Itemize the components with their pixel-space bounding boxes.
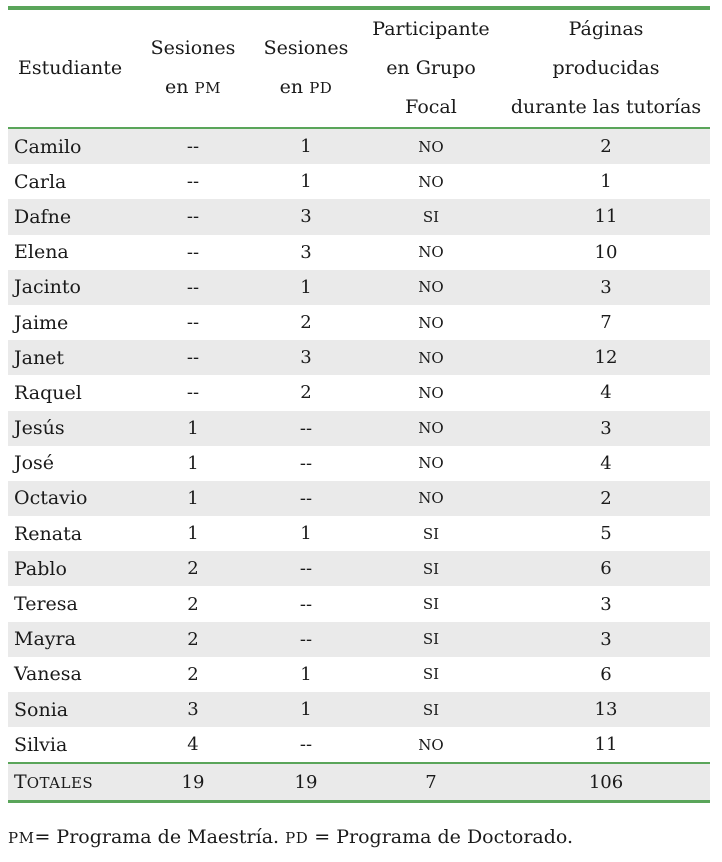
cell-sessions-pm: 3 bbox=[134, 692, 252, 727]
cell-sessions-pd: 1 bbox=[252, 129, 360, 164]
footnote-pm-abbr: PM bbox=[8, 829, 35, 847]
cell-sessions-pd: 1 bbox=[252, 692, 360, 727]
table-row bbox=[8, 235, 710, 270]
footnote-pd-abbr: PD bbox=[285, 829, 309, 847]
cell-focal-group: NO bbox=[418, 383, 444, 402]
totals-focal: 7 bbox=[360, 764, 502, 800]
table-row bbox=[8, 622, 710, 657]
cell-focal-group: NO bbox=[360, 270, 502, 305]
cell-student-name: Renata bbox=[14, 522, 83, 545]
cell-student-name: Pablo bbox=[8, 551, 134, 586]
table-row bbox=[8, 411, 710, 446]
cell-sessions-pd: 1 bbox=[300, 523, 312, 545]
cell-pages: 6 bbox=[502, 551, 710, 586]
table-row bbox=[8, 446, 710, 481]
table-row bbox=[8, 657, 710, 692]
cell-focal-group: NO bbox=[360, 481, 502, 516]
cell-student-name: Octavio bbox=[8, 481, 134, 516]
cell-sessions-pm: 1 bbox=[187, 452, 199, 474]
table-bottom-rule bbox=[8, 800, 710, 803]
table-row bbox=[8, 375, 710, 410]
table-row bbox=[8, 270, 710, 305]
cell-focal-group: SI bbox=[422, 524, 440, 543]
cell-sessions-pm: -- bbox=[134, 340, 252, 375]
cell-pages: 3 bbox=[600, 593, 612, 615]
cell-sessions-pm: -- bbox=[134, 129, 252, 164]
cell-student-name: Elena bbox=[14, 241, 69, 264]
cell-pages: 3 bbox=[502, 411, 710, 446]
cell-student-name: Jesús bbox=[8, 411, 134, 446]
cell-focal-group: SI bbox=[360, 199, 502, 234]
cell-pages: 3 bbox=[502, 622, 710, 657]
students-table bbox=[8, 10, 710, 127]
table-row bbox=[8, 551, 710, 586]
totals-table bbox=[8, 764, 710, 800]
cell-sessions-pd: 1 bbox=[300, 171, 312, 193]
footnote-pd-text: = Programa de Doctorado. bbox=[314, 826, 574, 848]
cell-focal-group: NO bbox=[418, 243, 444, 262]
cell-student-name: Carla bbox=[14, 170, 67, 193]
header-focal-group: Participante en Grupo Focal bbox=[372, 18, 490, 118]
cell-sessions-pd: -- bbox=[299, 593, 313, 615]
cell-student-name: Raquel bbox=[14, 381, 82, 404]
header-sessions-pd: Sesiones en PD bbox=[263, 37, 349, 98]
cell-focal-group: SI bbox=[360, 551, 502, 586]
cell-student-name: Jaime bbox=[14, 311, 69, 334]
cell-sessions-pm: -- bbox=[186, 382, 200, 404]
cell-sessions-pd: 3 bbox=[300, 241, 312, 263]
totals-label: TOTALES bbox=[8, 764, 134, 800]
cell-focal-group: SI bbox=[422, 665, 440, 684]
cell-sessions-pm: -- bbox=[186, 241, 200, 263]
table-body bbox=[8, 129, 710, 762]
cell-sessions-pd: -- bbox=[252, 481, 360, 516]
cell-sessions-pm: -- bbox=[134, 270, 252, 305]
cell-sessions-pd: -- bbox=[299, 734, 313, 756]
cell-pages: 7 bbox=[600, 312, 612, 334]
cell-sessions-pm: -- bbox=[186, 312, 200, 334]
cell-student-name: Mayra bbox=[8, 622, 134, 657]
cell-pages: 10 bbox=[594, 241, 618, 263]
cell-pages: 3 bbox=[502, 270, 710, 305]
students-table-body bbox=[8, 129, 710, 762]
cell-sessions-pd: -- bbox=[299, 452, 313, 474]
cell-sessions-pd: 2 bbox=[300, 382, 312, 404]
cell-pages: 4 bbox=[600, 382, 612, 404]
cell-sessions-pm: 1 bbox=[134, 411, 252, 446]
cell-focal-group: NO bbox=[418, 172, 444, 191]
cell-pages: 6 bbox=[600, 663, 612, 685]
cell-focal-group: SI bbox=[360, 622, 502, 657]
cell-student-name: Teresa bbox=[14, 593, 78, 616]
cell-student-name: José bbox=[14, 452, 55, 475]
cell-pages: 4 bbox=[600, 452, 612, 474]
cell-sessions-pd: -- bbox=[252, 622, 360, 657]
cell-sessions-pd: 3 bbox=[252, 340, 360, 375]
cell-student-name: Dafne bbox=[8, 199, 134, 234]
cell-pages: 13 bbox=[502, 692, 710, 727]
table-row bbox=[8, 481, 710, 516]
cell-focal-group: NO bbox=[418, 735, 444, 754]
table-row bbox=[8, 199, 710, 234]
totals-row bbox=[8, 764, 710, 800]
header-sessions-pm: Sesiones en PM bbox=[150, 37, 236, 98]
totals-pd: 19 bbox=[252, 764, 360, 800]
cell-student-name: Camilo bbox=[8, 129, 134, 164]
table-row bbox=[8, 692, 710, 727]
cell-focal-group: NO bbox=[360, 129, 502, 164]
table-row bbox=[8, 129, 710, 164]
cell-sessions-pm: 2 bbox=[134, 622, 252, 657]
cell-pages: 12 bbox=[502, 340, 710, 375]
cell-student-name: Jacinto bbox=[8, 270, 134, 305]
cell-focal-group: NO bbox=[360, 411, 502, 446]
cell-student-name: Vanesa bbox=[14, 663, 82, 686]
cell-student-name: Silvia bbox=[14, 733, 68, 756]
cell-sessions-pm: 1 bbox=[187, 523, 199, 545]
table-header bbox=[8, 10, 710, 127]
cell-sessions-pd: 3 bbox=[252, 199, 360, 234]
header-student: Estudiante bbox=[18, 57, 123, 79]
cell-focal-group: NO bbox=[360, 340, 502, 375]
table-row bbox=[8, 586, 710, 621]
cell-sessions-pd: 2 bbox=[300, 312, 312, 334]
cell-sessions-pm: 4 bbox=[187, 734, 199, 756]
cell-pages: 1 bbox=[600, 171, 612, 193]
cell-pages: 11 bbox=[502, 199, 710, 234]
cell-sessions-pd: 1 bbox=[252, 270, 360, 305]
cell-pages: 5 bbox=[600, 523, 612, 545]
cell-pages: 2 bbox=[502, 129, 710, 164]
table-row bbox=[8, 727, 710, 762]
cell-focal-group: NO bbox=[418, 313, 444, 332]
cell-sessions-pm: 2 bbox=[187, 593, 199, 615]
cell-pages: 2 bbox=[502, 481, 710, 516]
cell-sessions-pd: 1 bbox=[300, 663, 312, 685]
footnote-pm-text: = Programa de Maestría. bbox=[34, 826, 280, 848]
cell-sessions-pd: -- bbox=[252, 551, 360, 586]
table-row bbox=[8, 164, 710, 199]
cell-focal-group: SI bbox=[422, 595, 440, 614]
footnote bbox=[8, 826, 573, 848]
totals-pm: 19 bbox=[134, 764, 252, 800]
cell-sessions-pd: -- bbox=[252, 411, 360, 446]
cell-sessions-pm: 2 bbox=[134, 551, 252, 586]
cell-focal-group: SI bbox=[360, 692, 502, 727]
totals-pages: 106 bbox=[502, 764, 710, 800]
cell-student-name: Janet bbox=[8, 340, 134, 375]
cell-focal-group: NO bbox=[418, 454, 444, 473]
table-row bbox=[8, 516, 710, 551]
cell-pages: 11 bbox=[594, 734, 618, 756]
cell-sessions-pm: 2 bbox=[187, 663, 199, 685]
students-table-container bbox=[8, 6, 710, 803]
header-pages: Páginas producidas durante las tutorías bbox=[510, 18, 702, 118]
table-row bbox=[8, 340, 710, 375]
cell-sessions-pm: -- bbox=[186, 171, 200, 193]
cell-sessions-pm: 1 bbox=[134, 481, 252, 516]
cell-sessions-pm: -- bbox=[134, 199, 252, 234]
cell-student-name: Sonia bbox=[8, 692, 134, 727]
table-row bbox=[8, 305, 710, 340]
